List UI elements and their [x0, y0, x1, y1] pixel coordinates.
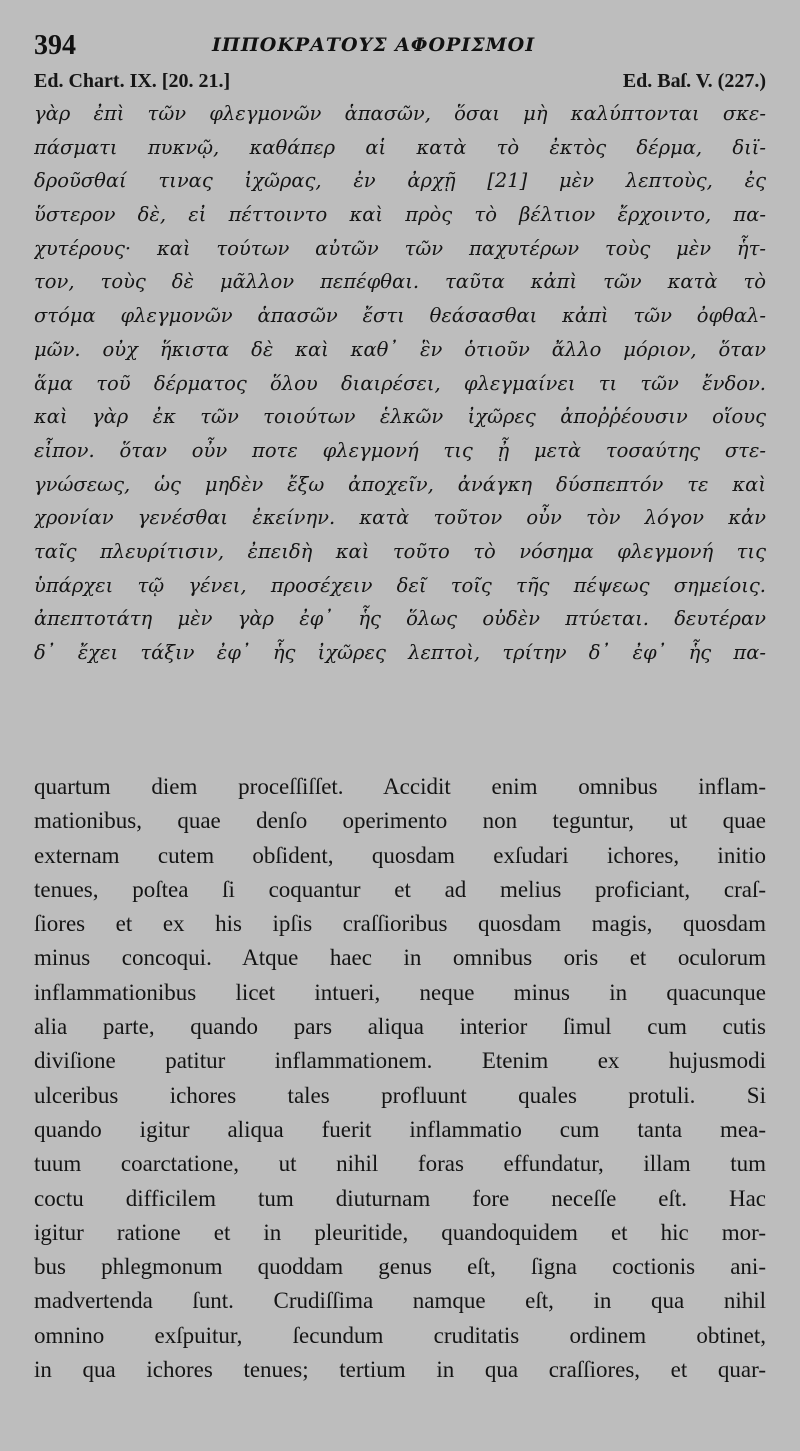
- latin-text-line: omnino exſpuitur, ſecundum cruditatis ordinem obtinet,: [34, 1322, 766, 1348]
- running-title: ΙΠΠΟΚΡΑΤΟΥΣ ΑΦΟΡΙΣΜΟΙ: [212, 34, 536, 56]
- greek-text-line: στόμα φλεγμονῶν ἁπασῶν ἔστι θεάσασθαι κἀπὶ τῶν ὀφθαλ-: [34, 304, 766, 328]
- greek-text-line: μῶν. οὐχ ἥκιστα δὲ καὶ καθ᾿ ἓν ὁτιοῦν ἄλλο μόριον, ὅταν: [34, 337, 766, 361]
- latin-text-line: diviſione patitur inflammationem. Etenim ex hujusmodi: [34, 1048, 766, 1074]
- latin-text-line: quartum diem proceſſiſſet. Accidit enim omnibus inflam-: [34, 774, 766, 799]
- latin-text-line: tuum coarctatione, ut nihil foras effundatur, illam tum: [34, 1151, 766, 1177]
- latin-text-line: inflammationibus licet intueri, neque minus in quacunque: [34, 979, 766, 1005]
- latin-text-block: [34, 770, 766, 1387]
- latin-text-line: ulceribus ichores tales profluunt quales protuli. Si: [34, 1082, 766, 1108]
- latin-text-line: tenues, poſtea ſi coquantur et ad melius proficiant, craſ-: [34, 876, 766, 902]
- greek-text-line: δροῦσθαί τινας ἰχῶρας, ἐν ἀρχῇ [21] μὲν λεπτοὺς, ἐς: [34, 169, 766, 193]
- greek-text-line: ὑπάρχει τῷ γένει, προσέχειν δεῖ τοῖς τῆς πέψεως σημείοις.: [34, 573, 766, 597]
- page-header: [34, 30, 770, 66]
- edition-reference-basel: Ed. Baſ. V. (227.): [622, 70, 766, 92]
- greek-text-line: χρονίαν γενέσθαι ἐκείνην. κατὰ τοῦτον οὖν τὸν λόγον κἀν: [34, 506, 766, 530]
- latin-text-line: minus concoqui. Atque haec in omnibus oris et oculorum: [34, 945, 766, 971]
- page-number: 394: [34, 30, 76, 61]
- latin-text-line: mationibus, quae denſo operimento non teguntur, ut quae: [34, 808, 766, 834]
- greek-text-line: ταῖς πλευρίτισιν, ἐπειδὴ καὶ τοῦτο τὸ νόσημα φλεγμονή τις: [34, 539, 766, 563]
- latin-text-line: externam cutem obſident, quosdam exſudari ichores, initio: [34, 842, 766, 868]
- latin-text-line: bus phlegmonum quoddam genus eſt, ſigna coctionis ani-: [34, 1254, 766, 1280]
- greek-text-line: ὕστερον δὲ, εἰ πέττοιντο καὶ πρὸς τὸ βέλτιον ἔρχοιντο, πα-: [34, 203, 766, 227]
- latin-text-line: in qua ichores tenues; tertium in qua craſſiores, et quar-: [34, 1357, 766, 1383]
- greek-text-line: πάσματι πυκνῷ, καθάπερ αἱ κατὰ τὸ ἐκτὸς δέρμα, διϊ-: [34, 135, 766, 159]
- greek-text-line: γνώσεως, ὡς μηδὲν ἔξω ἀποχεῖν, ἀνάγκη δύσπεπτόν τε καὶ: [34, 472, 766, 496]
- latin-text-line: igitur ratione et in pleuritide, quandoquidem et hic mor-: [34, 1219, 766, 1245]
- latin-text-line: ſiores et ex his ipſis craſſioribus quosdam magis, quosdam: [34, 911, 766, 937]
- greek-text-line: καὶ γὰρ ἐκ τῶν τοιούτων ἑλκῶν ἰχῶρες ἀποῤῥέουσιν οἵους: [34, 405, 766, 429]
- latin-text-line: coctu difficilem tum diuturnam fore neceſſe eſt. Hac: [34, 1185, 766, 1211]
- greek-text-line: δ᾿ ἔχει τάξιν ἐφ᾿ ἧς ἰχῶρες λεπτοὶ, τρίτην δ᾿ ἐφ᾿ ἧς πα-: [34, 641, 766, 664]
- latin-text-line: quando igitur aliqua fuerit inflammatio cum tanta mea-: [34, 1116, 766, 1142]
- greek-text-line: εἶπον. ὅταν οὖν ποτε φλεγμονή τις ᾖ μετὰ τοσαύτης στε-: [34, 438, 766, 462]
- greek-text-line: τον, τοὺς δὲ μᾶλλον πεπέφθαι. ταῦτα κἀπὶ τῶν κατὰ τὸ: [34, 270, 766, 294]
- latin-text-line: alia parte, quando pars aliqua interior ſimul cum cutis: [34, 1014, 766, 1040]
- greek-text-line: χυτέρους· καὶ τούτων αὐτῶν τῶν παχυτέρων τοὺς μὲν ἧτ-: [34, 236, 766, 260]
- greek-text-line: ἅμα τοῦ δέρματος ὅλου διαιρέσει, φλεγμαίνει τι τῶν ἔνδον.: [34, 371, 766, 395]
- greek-text-block: [34, 97, 766, 670]
- edition-references: [34, 70, 766, 96]
- latin-text-line: madvertenda ſunt. Crudiſſima namque eſt, in qua nihil: [34, 1288, 766, 1314]
- greek-text-line: γὰρ ἐπὶ τῶν φλεγμονῶν ἁπασῶν, ὅσαι μὴ καλύπτονται σκε-: [34, 102, 766, 125]
- edition-reference-chartier: Ed. Chart. IX. [20. 21.]: [34, 70, 231, 92]
- greek-text-line: ἀπεπτοτάτη μὲν γὰρ ἐφ᾿ ἧς ὅλως οὐδὲν πτύεται. δευτέραν: [34, 607, 766, 631]
